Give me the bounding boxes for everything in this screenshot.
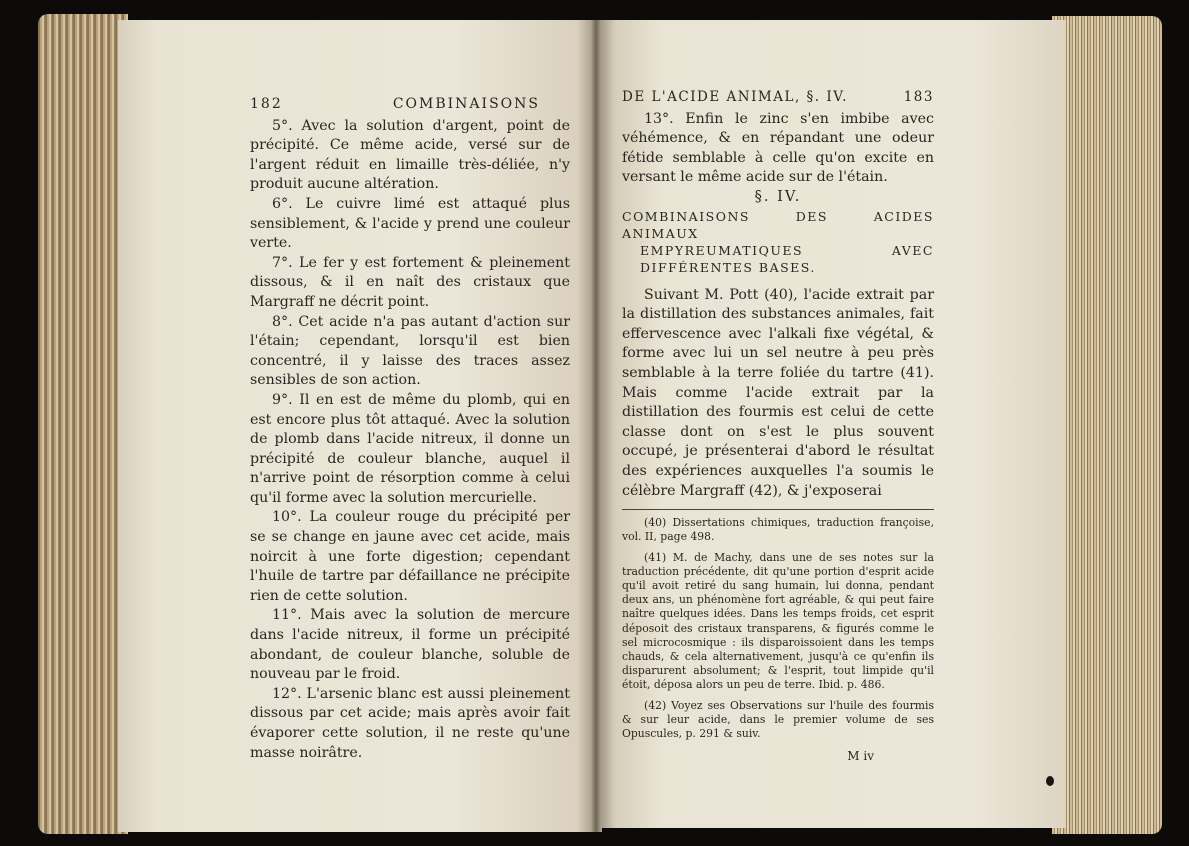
footnote-41: (41) M. de Machy, dans une de ses notes sur la traduction précédente, dit qu'une portion d'esprit acide qu'il avoit retiré du sang humain, lui donna, pendant deux ans, un phénomène fort agréable, & qui peut faire naître quelques idées. Dans les temps froids, cet esprit déposoit des cristaux transparens, & figurés comme le sel microcosmique : ils disparoissoient dans les temps chauds, & cela alternativement, jusqu'à ce qu'enfin ils disparurent absolument; & l'esprit, tout limpide qu'il étoit, déposa alors un peu de terre. Ibid. p. 486. <box>622 550 934 692</box>
paragraph-5: 5°. Avec la solution d'argent, point de précipité. Ce même acide, versé sur de l'argent réduit en limaille très-déliée, n'y produit aucune altération. <box>250 117 570 193</box>
left-running-header <box>250 95 570 115</box>
signature-mark: M iv <box>847 749 874 764</box>
left-page-text <box>250 95 570 763</box>
paragraph-11: 11°. Mais avec la solution de mercure dans l'acide nitreux, il forme un précipité abondant, de couleur blanche, soluble de nouveau par le froid. <box>250 607 570 683</box>
paragraph-6: 6°. Le cuivre limé est attaqué plus sensiblement, & l'acide y prend une couleur verte. <box>250 195 570 252</box>
paragraph-12: 12°. L'arsenic blanc est aussi pleinement dissous par cet acide; mais après avoir fait évaporer cette solution, il ne reste qu'une masse noirâtre. <box>250 685 570 761</box>
paragraph-7: 7°. Le fer y est fortement & pleinement dissous, & il en naît des cristaux que Margraff ne décrit point. <box>250 254 570 310</box>
section-title-line-1: COMBINAISONS DES ACIDES ANIMAUX <box>622 208 934 241</box>
footnote-rule <box>622 509 934 510</box>
book-gutter <box>590 20 602 832</box>
page-edges-right <box>1052 16 1162 834</box>
paragraph-8: 8°. Cet acide n'a pas autant d'action sur l'étain; cependant, lorsqu'il est bien concentré, il y laisse des traces assez sensibles de son action. <box>250 313 570 389</box>
right-running-header <box>622 88 934 108</box>
left-running-head: COMBINAISONS <box>392 96 540 112</box>
right-running-head: DE L'ACIDE ANIMAL, §. IV. <box>622 89 848 105</box>
paragraph-13: 13°. Enfin le zinc s'en imbibe avec véhémence, & en répandant une odeur fétide semblable à celle qu'on excite en versant le même acide sur de l'étain. <box>622 110 934 186</box>
left-page-number: 182 <box>250 96 283 112</box>
section-title-line-2: EMPYREUMATIQUES AVEC DIFFÉRENTES BASES. <box>640 242 934 275</box>
paragraph-10: 10°. La couleur rouge du précipité per se se change en jaune avec cet acide, mais noircit à une forte digestion; cependant l'huile de tartre par défaillance ne précipite rien de cette solution. <box>250 509 570 604</box>
paragraph-9: 9°. Il en est de même du plomb, qui en est encore plus tôt attaqué. Avec la solution de plomb dans l'acide nitreux, il donne un précipité de couleur blanche, auquel il n'arrive point de résorption comme à celui qu'il forme avec la solution mercurielle. <box>250 391 570 506</box>
section-title <box>622 208 934 276</box>
page-edges-left <box>38 14 128 834</box>
right-page-text <box>622 88 934 767</box>
footnote-42: (42) Voyez ses Observations sur l'huile des fourmis & sur leur acide, dans le premier volume de ses Opuscules, p. 291 & suiv. <box>622 698 934 740</box>
right-page-number: 183 <box>903 89 934 105</box>
section-heading: §. IV. <box>754 188 802 205</box>
page-mark <box>1046 776 1054 786</box>
footnote-40: (40) Dissertations chimiques, traduction françoise, vol. II, page 498. <box>622 516 934 544</box>
body-paragraph: Suivant M. Pott (40), l'acide extrait par la distillation des substances animales, fait effervescence avec l'alkali fixe végétal, & forme avec lui un sel neutre à peu près semblable à la terre foliée du tartre (41). Mais comme l'acide extrait par la distillation des fourmis est celui de cette classe dont on s'est le plus souvent occupé, je présenterai d'abord le résultat des expériences auxquelles l'a soumis le célèbre Margraff (42), & j'exposerai <box>622 286 934 499</box>
